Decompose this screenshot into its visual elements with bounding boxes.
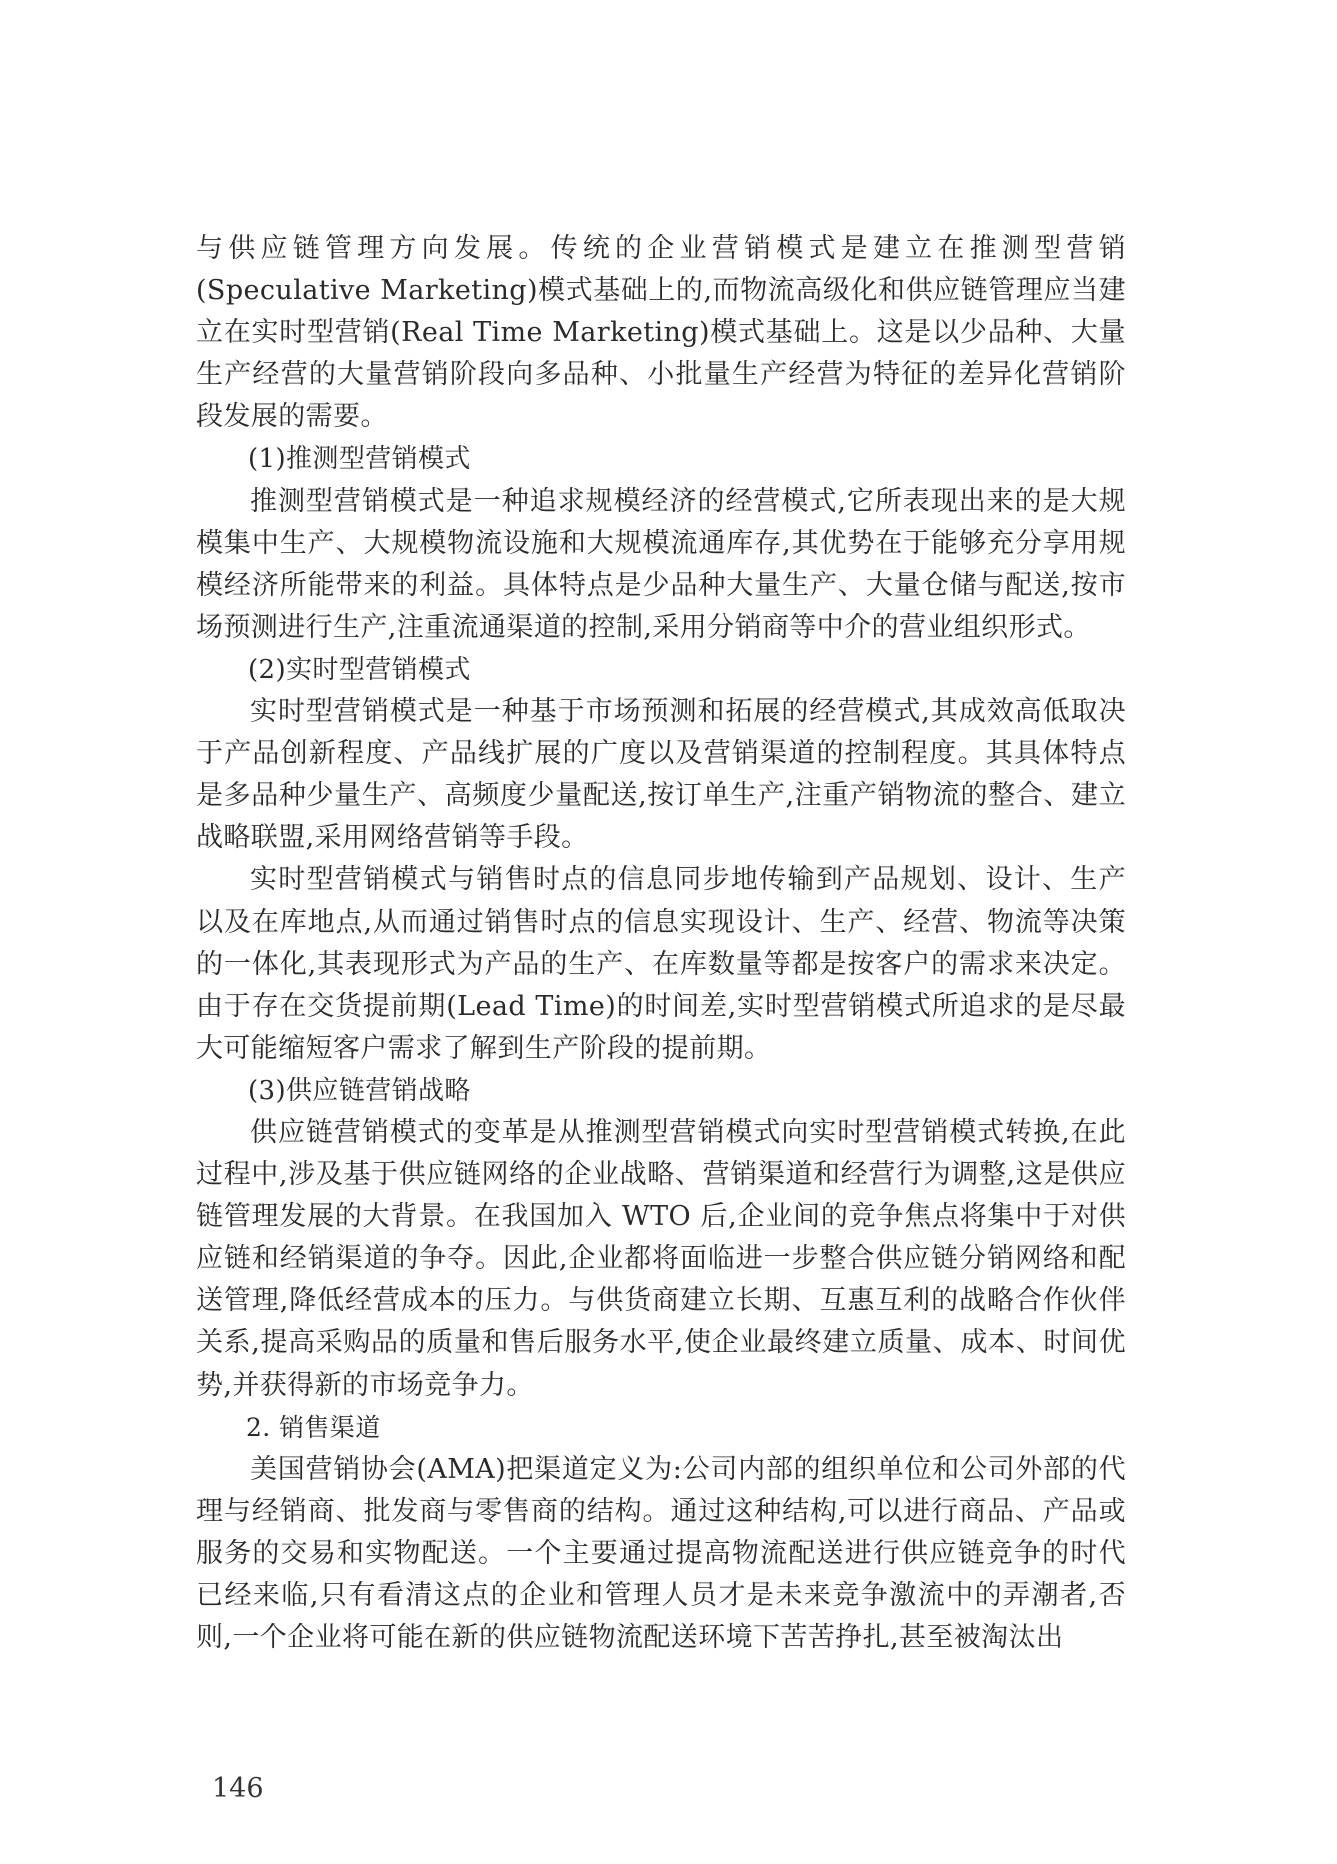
page-number: 146 [212,1773,264,1804]
paragraph-supply-chain-strategy: 供应链营销模式的变革是从推测型营销模式向实时型营销模式转换,在此过程中,涉及基于供应链网络的企业战略、营销渠道和经营行为调整,这是供应链管理发展的大背景。在我国加入 WTO 后,企业间的竞争焦点将集中于对供应链和经销渠道的争夺。因此,企业都将面临进一步整合供应链分销网络和配送管理,降低经营成本的压力。与供货商建立长期、互惠互利的战略合作伙伴关系,提高采购品的质量和售后服务水平,使企业最终建立质量、成本、时间优势,并获得新的市场竞争力。 [196,1116,1126,1401]
paragraph-realtime-detail: 实时型营销模式与销售时点的信息同步地传输到产品规划、设计、生产以及在库地点,从而通过销售时点的信息实现设计、生产、经营、物流等决策的一体化,其表现形式为产品的生产、在库数量等都是按客户的需求来决定。由于存在交货提前期(Lead Time)的时间差,实时型营销模式所追求的是尽最大可能缩短客户需求了解到生产阶段的提前期。 [196,864,1126,1064]
page-body [196,228,1126,1659]
heading-supply-chain-strategy: (3)供应链营销战略 [248,1075,471,1106]
paragraph-realtime-marketing: 实时型营销模式是一种基于市场预测和拓展的经营模式,其成效高低取决于产品创新程度、产品线扩展的广度以及营销渠道的控制程度。其具体特点是多品种少量生产、高频度少量配送,按订单生产,注重产销物流的整合、建立战略联盟,采用网络营销等手段。 [196,696,1126,854]
paragraph-sales-channels: 美国营销协会(AMA)把渠道定义为:公司内部的组织单位和公司外部的代理与经销商、批发商与零售商的结构。通过这种结构,可以进行商品、产品或服务的交易和实物配送。一个主要通过提高物流配送进行供应链竞争的时代已经来临,只有看清这点的企业和管理人员才是未来竞争激流中的弄潮者,否则,一个企业将可能在新的供应链物流配送环境下苦苦挣扎,甚至被淘汰出 [196,1453,1126,1654]
paragraph-speculative-marketing: 推测型营销模式是一种追求规模经济的经营模式,它所表现出来的是大规模集中生产、大规模物流设施和大规模流通库存,其优势在于能够充分享用规模经济所能带来的利益。具体特点是少品种大量生产、大量仓储与配送,按市场预测进行生产,注重流通渠道的控制,采用分销商等中介的营业组织形式。 [196,485,1126,643]
heading-realtime-marketing: (2)实时型营销模式 [248,654,471,685]
heading-speculative-marketing: (1)推测型营销模式 [248,444,471,475]
paragraph-intro: 与供应链管理方向发展。传统的企业营销模式是建立在推测型营销(Speculative Marketing)模式基础上的,而物流高级化和供应链管理应当建立在实时型营销(Real Time Marketing)模式基础上。这是以少品种、大量生产经营的大量营销阶段向多品种、小批量生产经营为特征的差异化营销阶段发展的需要。 [196,233,1126,433]
heading-sales-channels: 2. 销售渠道 [246,1412,381,1442]
